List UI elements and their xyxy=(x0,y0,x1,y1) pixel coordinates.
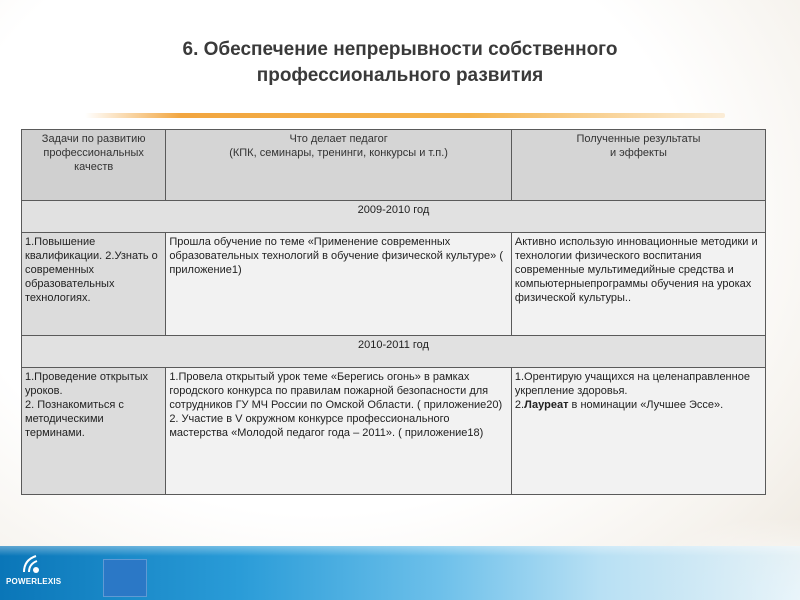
actions-cell: Прошла обучение по теме «Применение современных образовательных технологий в обучение физической культуре» ( приложение1) xyxy=(166,233,512,336)
header-actions xyxy=(166,130,512,201)
header-tasks-line: профессиональных xyxy=(43,147,144,159)
actions-item: 1.Провела открытый урок теме «Берегись огонь» в рамках городского конкурса по правилам пожарной безопасности для сотрудников ГУ МЧ России по Омской Области. ( приложение20) xyxy=(169,371,503,411)
laureate-label: Лауреат xyxy=(524,399,569,411)
signal-icon xyxy=(21,552,51,576)
results-cell: Активно использую инновационные методики и технологии физического воспитания современные мультимедийные средства и компьютерныепрограммы обучения на уроках физической культуры.. xyxy=(511,233,765,336)
results-item: 1.Орентирую учащихся на целенаправленное укрепление здоровья. xyxy=(514,371,750,397)
table-row xyxy=(22,233,766,336)
actions-cell xyxy=(166,368,512,495)
header-tasks-line: качеств xyxy=(74,161,114,173)
header-tasks-line: Задачи по развитию xyxy=(41,133,146,145)
year-row xyxy=(22,201,766,233)
results-item-prefix: 2. xyxy=(514,399,525,411)
header-actions-line: (КПК, семинары, тренинги, конкурсы и т.п.) xyxy=(229,147,448,159)
header-tasks xyxy=(22,130,166,201)
tasks-cell: 1.Повышение квалификации. 2.Узнать о современных образовательных технологиях. xyxy=(22,233,166,336)
slide-title xyxy=(0,37,800,89)
tasks-cell xyxy=(22,368,166,495)
results-cell xyxy=(511,368,765,495)
development-table xyxy=(21,129,766,495)
logo-text: POWERLEXIS xyxy=(6,577,62,586)
table-row xyxy=(22,368,766,495)
tasks-item: 1.Проведение открытых уроков. xyxy=(25,371,149,397)
decor-square xyxy=(103,559,147,597)
actions-item: 2. Участие в V окружном конкурсе профессионального мастерства «Молодой педагог года – 2011». ( приложение18) xyxy=(169,413,484,439)
tasks-item: 2. Познакомиться с методическими терминами. xyxy=(25,399,124,439)
logo xyxy=(13,552,59,596)
title-line-1: 6. Обеспечение непрерывности собственного xyxy=(182,39,618,60)
header-results xyxy=(511,130,765,201)
footer-highlight xyxy=(0,546,800,556)
header-results-line: и эффекты xyxy=(609,147,667,159)
results-item-suffix: в номинации «Лучшее Эссе». xyxy=(568,399,724,411)
table-header-row xyxy=(22,130,766,201)
year-label: 2009-2010 год xyxy=(22,201,766,233)
results-item xyxy=(515,398,762,412)
year-row xyxy=(22,336,766,368)
header-actions-line: Что делает педагог xyxy=(289,133,388,145)
header-results-line: Полученные результаты xyxy=(576,133,701,145)
title-underline xyxy=(85,113,725,118)
title-line-2: профессионального развития xyxy=(256,65,544,86)
year-label: 2010-2011 год xyxy=(22,336,766,368)
